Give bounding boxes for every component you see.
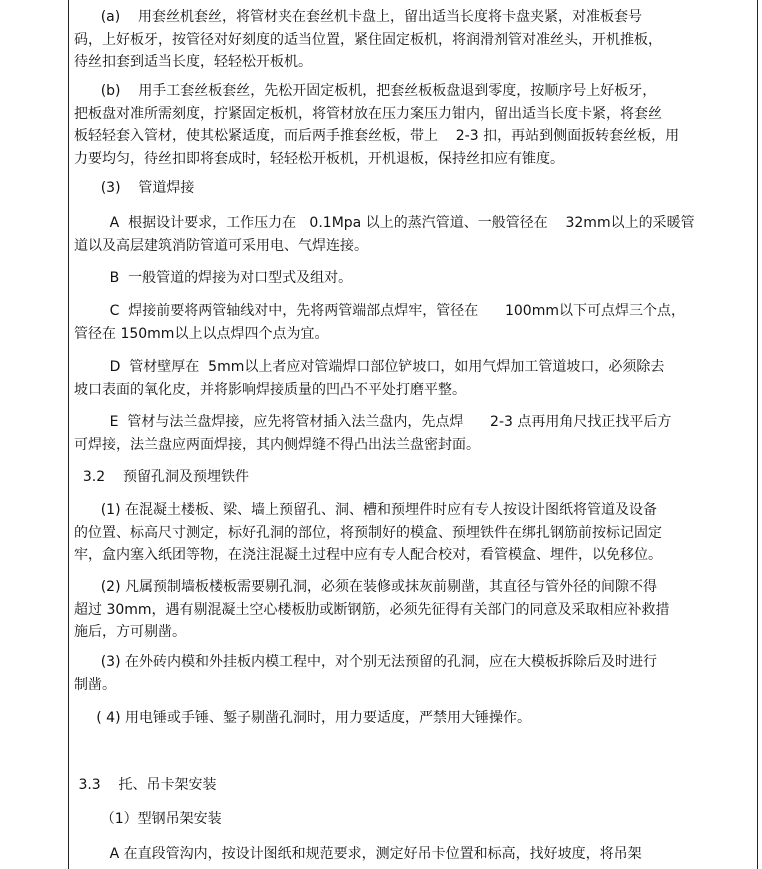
paragraph-welding-a: A 根据设计要求，工作压力在 0.1Mpa 以上的蒸汽管道、一般管径在 32mm以上的采暖管 道以及高层建筑消防管道可采用电、气焊连接。 xyxy=(74,215,695,254)
paragraph-reserved-holes-4: ( 4) 用电锤或手锤、錾子剔凿孔洞时，用力要适度，严禁用大锤操作。 xyxy=(74,710,531,726)
paragraph-reserved-holes-2: (2) 凡属预制墙板楼板需要剔孔洞，必须在装修或抹灰前剔凿，其直径与管外径的间隙不得 超过 30mm，遇有剔混凝土空心楼板肋或断钢筋，必须先征得有关部门的同意及采取相应补救措 施后，方可剔凿。 xyxy=(74,579,670,640)
paragraph-reserved-holes-1: (1) 在混凝土楼板、梁、墙上预留孔、洞、槽和预埋件时应有专人按设计图纸将管道及设备 的位置、标高尺寸测定，标好孔洞的部位，将预制好的模盒、预埋铁件在绑扎钢筋前按标记固定 牢，盒内塞入纸团等物，在浇注混凝土过程中应有专人配合校对，看管模盒、埋件，以免移位。 xyxy=(74,502,662,563)
paragraph-welding-b: B 一般管道的焊接为对口型式及组对。 xyxy=(74,270,353,286)
paragraph-manual-threading: (b) 用手工套丝板套丝，先松开固定板机，把套丝板板盘退到零度，按顺序号上好板牙， 把板盘对准所需刻度，拧紧固定板机，将管材放在压力案压力钳内，留出适当长度卡紧，将套丝 板轻轻套入管材，使其松紧适度，而后两手推套丝板，带上 2-3 扣，再站到侧面扳转套丝板，用 力要均匀，待丝扣即将套成时，轻轻松开板机，开机退板，保持丝扣应有锥度。 xyxy=(74,83,680,167)
paragraph-welding-e: E 管材与法兰盘焊接，应先将管材插入法兰盘内，先点焊 2-3 点再用角尺找正找平后方 可焊接，法兰盘应两面焊接，其内侧焊缝不得凸出法兰盘密封面。 xyxy=(74,414,672,453)
paragraph-reserved-holes-3: (3) 在外砖内模和外挂板内模工程中，对个别无法预留的孔洞，应在大模板拆除后及时进行 制凿。 xyxy=(74,654,657,693)
heading-section-3-2: 3.2 预留孔洞及预埋铁件 xyxy=(74,469,249,485)
page-border-right xyxy=(757,0,758,869)
heading-section-3-3: 3.3 托、吊卡架安装 xyxy=(74,777,217,793)
page-border-left xyxy=(68,0,69,869)
paragraph-threading-machine: (a) 用套丝机套丝，将管材夹在套丝机卡盘上，留出适当长度将卡盘夹紧，对准板套号 码，上好板牙，按管径对好刻度的适当位置，紧住固定板机，将润滑剂管对准丝头，开机推板， 待丝扣套到适当长度，轻轻松开板机。 xyxy=(74,9,662,70)
heading-steel-hanger: （1）型钢吊架安装 xyxy=(74,811,222,827)
paragraph-welding-c: C 焊接前要将两管轴线对中，先将两管端部点焊牢，管径在 100mm以下可点焊三个点， 管径在 150mm以上以点焊四个点为宜。 xyxy=(74,303,685,342)
paragraph-steel-hanger-a: A 在直段管沟内，按设计图纸和规范要求，测定好吊卡位置和标高，找好坡度，将吊架 xyxy=(74,846,642,862)
paragraph-welding-d: D 管材壁厚在 5mm以上者应对管端焊口部位铲坡口，如用气焊加工管道坡口，必须除去 坡口表面的氧化皮，并将影响焊接质量的凹凸不平处打磨平整。 xyxy=(74,359,665,398)
heading-pipe-welding: (3) 管道焊接 xyxy=(74,180,195,196)
